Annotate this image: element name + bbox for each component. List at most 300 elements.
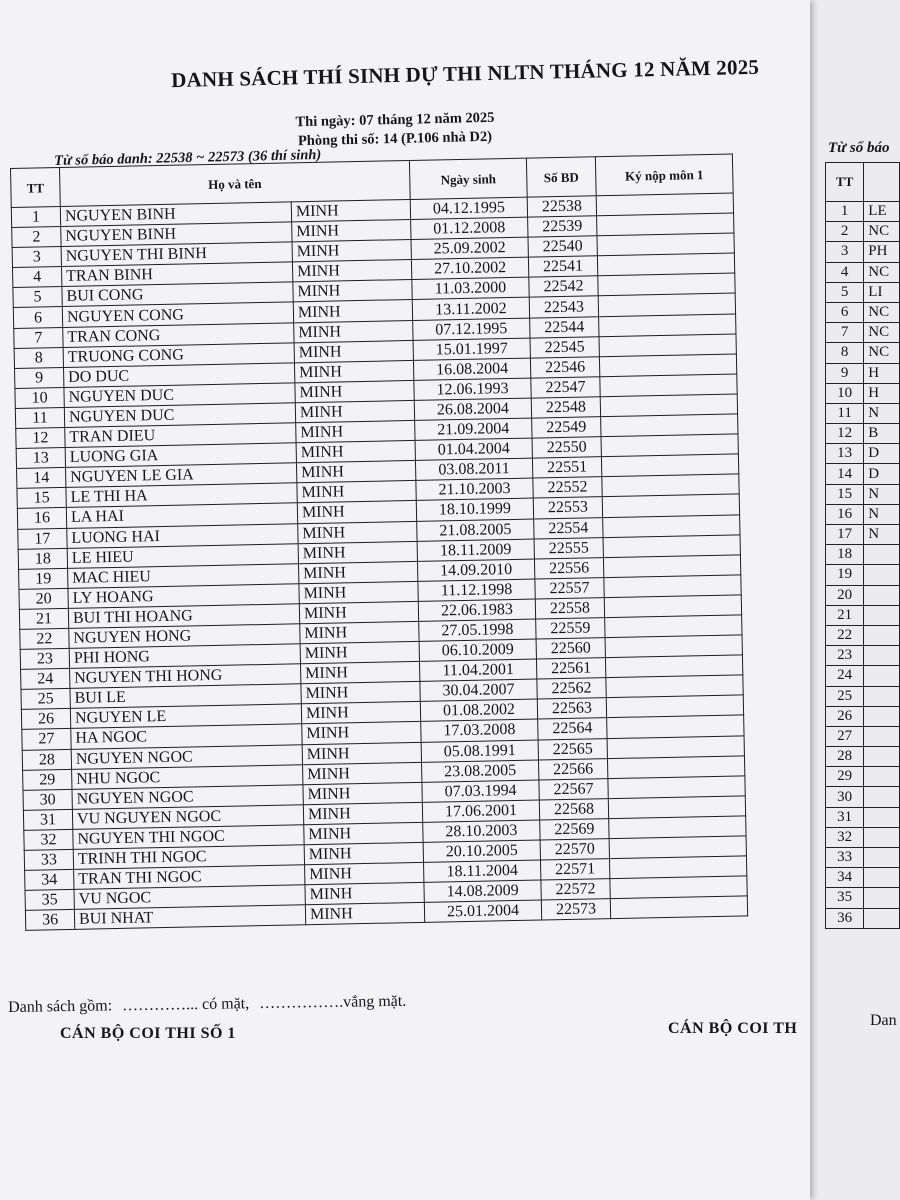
row-number: 8 bbox=[14, 347, 63, 368]
row-number: 19 bbox=[19, 568, 68, 589]
row-number: 14 bbox=[17, 468, 66, 489]
back-sheet-row-number: 3 bbox=[826, 242, 864, 262]
back-sheet-row-number: 19 bbox=[826, 565, 864, 585]
back-sheet-row bbox=[826, 686, 900, 706]
row-sbd: 22551 bbox=[532, 457, 601, 478]
row-signature-cell bbox=[610, 896, 747, 919]
back-sheet-row-number: 34 bbox=[826, 868, 864, 888]
row-signature-cell bbox=[607, 715, 744, 738]
row-dob: 15.01.1997 bbox=[413, 338, 530, 360]
row-signature-cell bbox=[607, 756, 744, 779]
row-number: 11 bbox=[15, 407, 64, 428]
row-signature-cell bbox=[601, 434, 738, 457]
row-dob: 28.10.2003 bbox=[423, 820, 540, 842]
row-given-name: MINH bbox=[304, 842, 423, 864]
row-family-name: LUONG HAI bbox=[67, 523, 298, 548]
back-sheet-row bbox=[826, 767, 900, 787]
row-number: 35 bbox=[25, 890, 74, 911]
back-sheet-row bbox=[826, 403, 900, 423]
back-sheet-row-number: 36 bbox=[826, 908, 864, 928]
back-sheet-row-name: H bbox=[864, 363, 900, 383]
row-family-name: BUI CONG bbox=[62, 282, 293, 307]
row-given-name: MINH bbox=[300, 641, 419, 663]
back-sheet-row bbox=[826, 323, 900, 343]
row-dob: 01.04.2004 bbox=[415, 438, 532, 460]
row-signature-cell bbox=[600, 394, 737, 417]
back-sheet-name-header bbox=[864, 163, 900, 202]
row-given-name: MINH bbox=[299, 581, 418, 603]
header-sbd: Số BD bbox=[526, 157, 596, 197]
row-sbd: 22550 bbox=[532, 437, 601, 458]
row-dob: 18.10.1999 bbox=[416, 498, 533, 520]
back-sheet-row-number: 33 bbox=[826, 848, 864, 868]
back-sheet-row-number: 4 bbox=[826, 262, 864, 282]
back-sheet-row bbox=[826, 464, 900, 484]
row-signature-cell bbox=[607, 735, 744, 758]
row-sbd: 22538 bbox=[527, 196, 596, 217]
row-signature-cell bbox=[605, 635, 742, 658]
row-given-name: MINH bbox=[294, 340, 413, 362]
back-sheet-row bbox=[826, 565, 900, 585]
row-family-name: TRAN BINH bbox=[61, 262, 292, 287]
back-sheet-row-name: NC bbox=[864, 262, 900, 282]
row-signature-cell bbox=[598, 293, 735, 316]
back-sheet-row-name bbox=[864, 646, 900, 666]
back-sheet-row-number: 31 bbox=[826, 807, 864, 827]
back-sheet-row-number: 30 bbox=[826, 787, 864, 807]
back-sheet-row-name: NC bbox=[864, 222, 900, 242]
row-given-name: MINH bbox=[291, 199, 410, 221]
row-signature-cell bbox=[603, 555, 740, 578]
row-number: 30 bbox=[23, 789, 72, 810]
row-number: 28 bbox=[22, 749, 71, 770]
row-number: 22 bbox=[20, 628, 69, 649]
row-number: 34 bbox=[25, 869, 74, 890]
row-dob: 21.09.2004 bbox=[415, 418, 532, 440]
row-given-name: MINH bbox=[298, 561, 417, 583]
row-dob: 27.10.2002 bbox=[411, 257, 528, 279]
row-dob: 25.09.2002 bbox=[411, 237, 528, 259]
row-signature-cell bbox=[597, 253, 734, 276]
back-sheet-row-name bbox=[864, 726, 900, 746]
row-family-name: NGUYEN NGOC bbox=[71, 744, 302, 769]
row-sbd: 22560 bbox=[536, 638, 605, 659]
row-family-name: NGUYEN THI HONG bbox=[70, 664, 301, 689]
row-sbd: 22554 bbox=[534, 517, 603, 538]
row-sbd: 22552 bbox=[533, 477, 602, 498]
back-sheet-row-number: 24 bbox=[826, 666, 864, 686]
back-sheet-row-number: 32 bbox=[826, 827, 864, 847]
row-family-name: NGUYEN DUC bbox=[64, 383, 295, 408]
back-sheet-row-name bbox=[864, 807, 900, 827]
row-dob: 03.08.2011 bbox=[415, 458, 532, 480]
row-family-name: BUI NHAT bbox=[74, 905, 305, 930]
row-signature-cell bbox=[601, 454, 738, 477]
row-signature-cell bbox=[605, 655, 742, 678]
back-sheet-row-number: 23 bbox=[826, 646, 864, 666]
back-sheet-row bbox=[826, 666, 900, 686]
row-sbd: 22548 bbox=[531, 397, 600, 418]
back-sheet-row bbox=[826, 444, 900, 464]
candidate-range: Từ số báo danh: 22538 ~ 22573 (36 thí sinh) bbox=[54, 146, 322, 169]
row-signature-cell bbox=[608, 776, 745, 799]
back-sheet-row bbox=[826, 888, 900, 908]
row-given-name: MINH bbox=[305, 903, 424, 925]
back-sheet-row-number: 17 bbox=[826, 525, 864, 545]
header-name: Họ và tên bbox=[60, 160, 411, 206]
row-dob: 25.01.2004 bbox=[424, 900, 541, 922]
back-sheet-row-name: N bbox=[864, 484, 900, 504]
back-sheet-row-name bbox=[864, 666, 900, 686]
row-signature-cell bbox=[602, 474, 739, 497]
row-dob: 30.04.2007 bbox=[420, 679, 537, 701]
back-sheet-row bbox=[826, 282, 900, 302]
row-dob: 18.11.2009 bbox=[417, 539, 534, 561]
row-family-name: NGUYEN CONG bbox=[62, 302, 293, 327]
back-sheet-row bbox=[826, 848, 900, 868]
roster-table-wrap bbox=[10, 153, 748, 931]
row-sbd: 22558 bbox=[535, 598, 604, 619]
row-number: 17 bbox=[18, 528, 67, 549]
row-family-name: NGUYEN THI NGOC bbox=[73, 825, 304, 850]
back-sheet-row bbox=[826, 343, 900, 363]
back-sheet-row bbox=[826, 747, 900, 767]
back-sheet-row-name bbox=[864, 625, 900, 645]
header-tt: TT bbox=[11, 168, 61, 208]
back-sheet-row-name bbox=[864, 868, 900, 888]
back-sheet-row-number: 26 bbox=[826, 706, 864, 726]
row-family-name: TRAN DIEU bbox=[65, 423, 296, 448]
row-dob: 06.10.2009 bbox=[419, 639, 536, 661]
row-family-name: NGUYEN BINH bbox=[61, 222, 292, 247]
back-sheet-row-name bbox=[864, 585, 900, 605]
row-family-name: TRINH THI NGOC bbox=[73, 845, 304, 870]
back-sheet-row bbox=[826, 262, 900, 282]
row-number: 27 bbox=[22, 729, 71, 750]
row-signature-cell bbox=[605, 615, 742, 638]
row-dob: 21.10.2003 bbox=[416, 478, 533, 500]
row-family-name: TRUONG CONG bbox=[63, 342, 294, 367]
back-sheet-row-name: D bbox=[864, 444, 900, 464]
row-number: 18 bbox=[18, 548, 67, 569]
row-given-name: MINH bbox=[299, 601, 418, 623]
back-sheet-tt-header: TT bbox=[826, 163, 864, 202]
row-sbd: 22563 bbox=[537, 698, 606, 719]
row-sbd: 22557 bbox=[535, 577, 604, 598]
row-given-name: MINH bbox=[300, 621, 419, 643]
back-sheet-row-number: 13 bbox=[826, 444, 864, 464]
row-number: 15 bbox=[17, 488, 66, 509]
row-number: 4 bbox=[13, 267, 62, 288]
row-sbd: 22544 bbox=[530, 316, 599, 337]
back-sheet-row bbox=[826, 242, 900, 262]
row-given-name: MINH bbox=[303, 762, 422, 784]
row-dob: 11.04.2001 bbox=[419, 659, 536, 681]
row-sbd: 22565 bbox=[538, 738, 607, 759]
row-sbd: 22547 bbox=[531, 377, 600, 398]
row-family-name: NGUYEN DUC bbox=[64, 403, 295, 428]
back-sheet-row-number: 2 bbox=[826, 222, 864, 242]
row-family-name: LE THI HA bbox=[66, 483, 297, 508]
back-sheet-row-number: 8 bbox=[826, 343, 864, 363]
row-family-name: VU NGOC bbox=[74, 885, 305, 910]
back-sheet-row-number: 28 bbox=[826, 747, 864, 767]
row-dob: 23.08.2005 bbox=[422, 760, 539, 782]
back-sheet-row bbox=[826, 504, 900, 524]
back-sheet-row-number: 5 bbox=[826, 282, 864, 302]
back-sheet-row bbox=[826, 222, 900, 242]
row-given-name: MINH bbox=[302, 742, 421, 764]
row-sbd: 22553 bbox=[533, 497, 602, 518]
row-dob: 17.03.2008 bbox=[421, 719, 538, 741]
row-number: 25 bbox=[21, 689, 70, 710]
back-sheet-row bbox=[826, 807, 900, 827]
row-dob: 01.12.2008 bbox=[411, 217, 528, 239]
row-number: 24 bbox=[21, 669, 70, 690]
back-sheet-row bbox=[826, 363, 900, 383]
row-signature-cell bbox=[603, 514, 740, 537]
back-sheet-row bbox=[826, 302, 900, 322]
back-sheet-row-name: NC bbox=[864, 302, 900, 322]
row-dob: 14.09.2010 bbox=[417, 559, 534, 581]
row-sbd: 22573 bbox=[541, 899, 610, 920]
back-sheet-row-number: 27 bbox=[826, 726, 864, 746]
row-number: 5 bbox=[13, 287, 62, 308]
row-family-name: LY HOANG bbox=[68, 584, 299, 609]
row-family-name: NGUYEN NGOC bbox=[72, 784, 303, 809]
row-signature-cell bbox=[603, 535, 740, 558]
row-family-name: NGUYEN THI BINH bbox=[61, 242, 292, 267]
row-given-name: MINH bbox=[304, 822, 423, 844]
back-sheet-row-number: 15 bbox=[826, 484, 864, 504]
row-family-name: NGUYEN BINH bbox=[60, 202, 291, 227]
back-sheet-row-name: D bbox=[864, 464, 900, 484]
back-sheet-row-name bbox=[864, 686, 900, 706]
row-signature-cell bbox=[602, 494, 739, 517]
summary-absent: …………….vắng mặt. bbox=[259, 992, 407, 1013]
row-dob: 13.11.2002 bbox=[412, 298, 529, 320]
back-sheet-row bbox=[826, 908, 900, 928]
row-family-name: DO DUC bbox=[64, 363, 295, 388]
row-sbd: 22571 bbox=[540, 859, 609, 880]
proctor-1-label: CÁN BỘ COI THI SỐ 1 bbox=[60, 1025, 236, 1042]
row-number: 7 bbox=[14, 327, 63, 348]
row-number: 3 bbox=[12, 247, 61, 268]
row-given-name: MINH bbox=[297, 481, 416, 503]
row-signature-cell bbox=[601, 414, 738, 437]
back-sheet-row-number: 25 bbox=[826, 686, 864, 706]
roster-table bbox=[10, 153, 748, 931]
row-dob: 05.08.1991 bbox=[421, 740, 538, 762]
back-sheet-row bbox=[826, 545, 900, 565]
row-dob: 04.12.1995 bbox=[410, 197, 527, 219]
back-sheet-footer: Dan bbox=[870, 1012, 897, 1029]
row-sbd: 22541 bbox=[528, 256, 597, 277]
row-dob: 01.08.2002 bbox=[420, 699, 537, 721]
row-signature-cell bbox=[599, 334, 736, 357]
row-number: 6 bbox=[13, 307, 62, 328]
row-given-name: MINH bbox=[292, 240, 411, 262]
row-signature-cell bbox=[610, 876, 747, 899]
row-number: 10 bbox=[15, 387, 64, 408]
header-dob: Ngày sinh bbox=[409, 158, 527, 199]
row-number: 31 bbox=[23, 809, 72, 830]
row-signature-cell bbox=[599, 314, 736, 337]
back-sheet-row-number: 16 bbox=[826, 504, 864, 524]
row-number: 2 bbox=[12, 227, 61, 248]
row-given-name: MINH bbox=[298, 521, 417, 543]
row-number: 20 bbox=[19, 588, 68, 609]
row-dob: 17.06.2001 bbox=[422, 800, 539, 822]
back-sheet-range: Từ số báo bbox=[828, 140, 890, 156]
page-title: DANH SÁCH THÍ SINH DỰ THI NLTN THÁNG 12 NĂM 2025 bbox=[170, 54, 760, 93]
row-given-name: MINH bbox=[301, 662, 420, 684]
back-sheet-row-number: 9 bbox=[826, 363, 864, 383]
row-signature-cell bbox=[604, 595, 741, 618]
back-sheet-row bbox=[826, 484, 900, 504]
row-sbd: 22542 bbox=[529, 276, 598, 297]
row-sbd: 22549 bbox=[532, 417, 601, 438]
row-dob: 21.08.2005 bbox=[417, 519, 534, 541]
back-sheet-row-number: 1 bbox=[826, 202, 864, 222]
row-dob: 07.12.1995 bbox=[413, 318, 530, 340]
back-sheet-row bbox=[826, 868, 900, 888]
header-sign: Ký nộp môn 1 bbox=[595, 154, 733, 196]
row-number: 36 bbox=[25, 910, 74, 931]
row-sbd: 22567 bbox=[539, 778, 608, 799]
back-sheet-row-name bbox=[864, 545, 900, 565]
row-family-name: TRAN THI NGOC bbox=[74, 865, 305, 890]
row-given-name: MINH bbox=[302, 722, 421, 744]
back-sheet-row-number: 29 bbox=[826, 767, 864, 787]
row-family-name: LUONG GIA bbox=[65, 443, 296, 468]
row-signature-cell bbox=[604, 575, 741, 598]
back-sheet-header-row bbox=[826, 163, 900, 202]
row-dob: 11.12.1998 bbox=[418, 579, 535, 601]
row-signature-cell bbox=[597, 213, 734, 236]
back-sheet-row bbox=[826, 525, 900, 545]
back-sheet-row-name: LE bbox=[864, 202, 900, 222]
row-number: 32 bbox=[24, 829, 73, 850]
row-number: 16 bbox=[17, 508, 66, 529]
row-family-name: PHI HONG bbox=[69, 644, 300, 669]
back-sheet-row-name bbox=[864, 767, 900, 787]
back-sheet-row bbox=[826, 202, 900, 222]
row-sbd: 22540 bbox=[528, 236, 597, 257]
row-given-name: MINH bbox=[293, 300, 412, 322]
back-sheet-row-name bbox=[864, 565, 900, 585]
row-given-name: MINH bbox=[301, 702, 420, 724]
summary-prefix: Danh sách gồm: bbox=[8, 997, 113, 1016]
row-sbd: 22566 bbox=[538, 758, 607, 779]
back-sheet-row-number: 11 bbox=[826, 403, 864, 423]
back-sheet-row-name bbox=[864, 848, 900, 868]
back-sheet-row-number: 21 bbox=[826, 605, 864, 625]
row-signature-cell bbox=[609, 856, 746, 879]
row-given-name: MINH bbox=[295, 380, 414, 402]
row-signature-cell bbox=[596, 193, 733, 216]
row-number: 12 bbox=[16, 427, 65, 448]
row-signature-cell bbox=[599, 354, 736, 377]
row-sbd: 22555 bbox=[534, 537, 603, 558]
row-family-name: NGUYEN LE GIA bbox=[66, 463, 297, 488]
back-sheet-row-name: H bbox=[864, 383, 900, 403]
back-sheet-row-name: PH bbox=[864, 242, 900, 262]
row-number: 13 bbox=[16, 448, 65, 469]
back-sheet-row-number: 20 bbox=[826, 585, 864, 605]
row-sbd: 22539 bbox=[528, 216, 597, 237]
back-sheet-row bbox=[826, 605, 900, 625]
back-sheet-row-number: 18 bbox=[826, 545, 864, 565]
back-sheet-row bbox=[826, 827, 900, 847]
proctor-2-label: CÁN BỘ COI TH bbox=[668, 1020, 798, 1037]
row-signature-cell bbox=[606, 675, 743, 698]
row-sbd: 22569 bbox=[540, 819, 609, 840]
row-sbd: 22564 bbox=[538, 718, 607, 739]
back-sheet-table bbox=[825, 162, 900, 929]
row-sbd: 22562 bbox=[537, 678, 606, 699]
row-given-name: MINH bbox=[301, 682, 420, 704]
back-sheet-row-number: 10 bbox=[826, 383, 864, 403]
row-dob: 12.06.1993 bbox=[414, 378, 531, 400]
exam-date: Thi ngày: 07 tháng 12 năm 2025 bbox=[295, 109, 495, 131]
row-number: 1 bbox=[11, 206, 60, 227]
row-dob: 27.05.1998 bbox=[419, 619, 536, 641]
row-dob: 20.10.2005 bbox=[423, 840, 540, 862]
back-sheet-row bbox=[826, 726, 900, 746]
row-sbd: 22572 bbox=[541, 879, 610, 900]
row-family-name: LE HIEU bbox=[67, 543, 298, 568]
back-sheet-row-name: N bbox=[864, 403, 900, 423]
row-signature-cell bbox=[609, 816, 746, 839]
back-sheet-row-number: 35 bbox=[826, 888, 864, 908]
back-sheet-row bbox=[826, 706, 900, 726]
row-dob: 11.03.2000 bbox=[412, 277, 529, 299]
row-number: 23 bbox=[20, 648, 69, 669]
row-number: 9 bbox=[15, 367, 64, 388]
row-given-name: MINH bbox=[295, 400, 414, 422]
row-family-name: NGUYEN HONG bbox=[69, 624, 300, 649]
back-sheet-row-number: 12 bbox=[826, 424, 864, 444]
back-sheet-row-name bbox=[864, 747, 900, 767]
row-sbd: 22570 bbox=[540, 839, 609, 860]
row-sbd: 22546 bbox=[530, 356, 599, 377]
back-sheet-row bbox=[826, 585, 900, 605]
row-dob: 18.11.2004 bbox=[424, 860, 541, 882]
row-given-name: MINH bbox=[297, 501, 416, 523]
row-family-name: NHU NGOC bbox=[72, 764, 303, 789]
summary-line bbox=[8, 993, 412, 1017]
back-sheet-row-name bbox=[864, 888, 900, 908]
row-family-name: LA HAI bbox=[66, 503, 297, 528]
row-given-name: MINH bbox=[298, 541, 417, 563]
row-signature-cell bbox=[598, 273, 735, 296]
row-dob: 26.08.2004 bbox=[414, 398, 531, 420]
row-signature-cell bbox=[600, 374, 737, 397]
back-sheet-row-name bbox=[864, 787, 900, 807]
row-given-name: MINH bbox=[303, 802, 422, 824]
back-sheet-row-name: N bbox=[864, 525, 900, 545]
row-given-name: MINH bbox=[305, 883, 424, 905]
row-given-name: MINH bbox=[292, 260, 411, 282]
row-sbd: 22568 bbox=[539, 798, 608, 819]
row-signature-cell bbox=[609, 836, 746, 859]
row-family-name: TRAN CONG bbox=[63, 322, 294, 347]
back-sheet-row-name: B bbox=[864, 424, 900, 444]
row-number: 29 bbox=[23, 769, 72, 790]
row-signature-cell bbox=[597, 233, 734, 256]
row-number: 21 bbox=[19, 608, 68, 629]
